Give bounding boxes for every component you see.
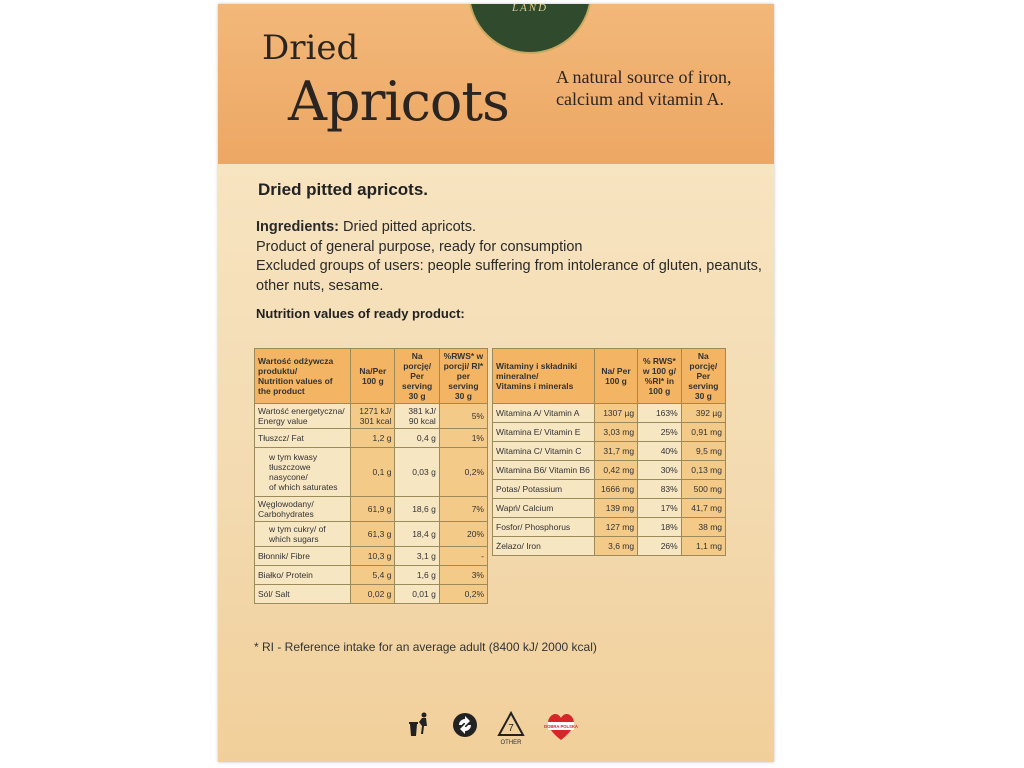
nutrition-cell-name: Sól/ Salt: [255, 585, 351, 604]
table-row: [493, 423, 726, 442]
ingredients-value: Dried pitted apricots.: [338, 219, 476, 235]
nutrition-cell-rws: 0,2%: [439, 448, 487, 497]
nutrition-cell-rws: 5%: [439, 404, 487, 429]
ingredients-block: [256, 218, 766, 296]
product-name: Dried pitted apricots.: [258, 180, 429, 199]
nutrition-cell-per100: 61,3 g: [351, 522, 395, 547]
seal-emblem: [468, 4, 592, 54]
table-row: [255, 497, 488, 522]
nutrition-cell-rws: 7%: [439, 497, 487, 522]
table-row: [255, 404, 488, 429]
vitamins-header-rws: % RWS* w 100 g/ %RI* in 100 g: [638, 349, 682, 404]
vitamins-cell-per100: 0,42 mg: [594, 461, 637, 480]
vitamins-cell-per100: 3,03 mg: [594, 423, 637, 442]
table-row: [493, 537, 726, 556]
excluded-users-line: Excluded groups of users: people suffering from intolerance of gluten, peanuts, other nuts, sesame.: [256, 258, 762, 294]
vitamins-cell-serving: 41,7 mg: [681, 499, 725, 518]
nutrition-cell-per100: 0,1 g: [351, 448, 395, 497]
vitamins-table: [492, 348, 726, 556]
nutrition-cell-name: Tłuszcz/ Fat: [255, 429, 351, 448]
nutrition-cell-name: Węglowodany/ Carbohydrates: [255, 497, 351, 522]
vitamins-cell-serving: 1,1 mg: [681, 537, 725, 556]
vitamins-cell-serving: 500 mg: [681, 480, 725, 499]
nutrition-cell-per100: 10,3 g: [351, 547, 395, 566]
nutrition-cell-name: w tym kwasy tłuszczowe nasycone/ of which saturates: [255, 448, 351, 497]
table-row: [493, 499, 726, 518]
vitamins-cell-rws: 40%: [638, 442, 682, 461]
nutrition-cell-rws: 1%: [439, 429, 487, 448]
vitamins-cell-per100: 3,6 mg: [594, 537, 637, 556]
recycle-label: OTHER: [500, 740, 522, 746]
tagline: A natural source of iron, calcium and vitamin A.: [556, 67, 732, 109]
vitamins-cell-rws: 26%: [638, 537, 682, 556]
vitamins-cell-per100: 31,7 mg: [594, 442, 637, 461]
nutrition-cell-name: Błonnik/ Fibre: [255, 547, 351, 566]
recycle-code: 7: [508, 723, 514, 734]
nutrition-cell-serving: 0,4 g: [395, 429, 439, 448]
vitamins-cell-name: Fosfor/ Phosphorus: [493, 518, 595, 537]
green-dot-icon: [450, 710, 480, 740]
nutrition-header-per100: Na/Per 100 g: [351, 349, 395, 404]
nutrition-cell-per100: 0,02 g: [351, 585, 395, 604]
dobra-logo-text: DOBRA POLSKA: [544, 724, 578, 729]
vitamins-cell-rws: 163%: [638, 404, 682, 423]
vitamins-cell-rws: 83%: [638, 480, 682, 499]
recycle-7-other-icon: [496, 710, 526, 740]
nutrition-cell-serving: 1,6 g: [395, 566, 439, 585]
vitamins-cell-name: Witamina C/ Vitamin C: [493, 442, 595, 461]
seal-text: LAND: [511, 4, 549, 14]
table-row: [493, 480, 726, 499]
nutrition-cell-name: Białko/ Protein: [255, 566, 351, 585]
table-row: [255, 585, 488, 604]
table-row: [255, 547, 488, 566]
vitamins-header-per100: Na/ Per 100 g: [594, 349, 637, 404]
vitamins-cell-name: Witamina A/ Vitamin A: [493, 404, 595, 423]
table-row: [493, 442, 726, 461]
vitamins-cell-rws: 17%: [638, 499, 682, 518]
table-row: [493, 404, 726, 423]
vitamins-cell-name: Witamina E/ Vitamin E: [493, 423, 595, 442]
nutrition-cell-name: Wartość energetyczna/ Energy value: [255, 404, 351, 429]
product-box-back: [218, 4, 774, 762]
tidyman-bin-icon: [404, 710, 434, 740]
purpose-line: Product of general purpose, ready for consumption: [256, 238, 583, 255]
vitamins-cell-rws: 25%: [638, 423, 682, 442]
title-line-1: Dried: [262, 28, 359, 68]
dobra-polska-logo: [544, 710, 578, 742]
table-row: [255, 522, 488, 547]
vitamins-cell-per100: 1666 mg: [594, 480, 637, 499]
nutrition-cell-per100: 61,9 g: [351, 497, 395, 522]
vitamins-header-name: Witaminy i składniki mineralne/ Vitamins i minerals: [493, 349, 595, 404]
vitamins-header-serving: Na porcję/ Per serving 30 g: [681, 349, 725, 404]
header-band: [218, 4, 774, 164]
nutrition-cell-serving: 3,1 g: [395, 547, 439, 566]
nutrition-header-serving: Na porcję/ Per serving 30 g: [395, 349, 439, 404]
vitamins-cell-per100: 127 mg: [594, 518, 637, 537]
nutrition-cell-serving: 0,03 g: [395, 448, 439, 497]
table-row: [255, 566, 488, 585]
nutrition-cell-rws: 0,2%: [439, 585, 487, 604]
table-row: [493, 461, 726, 480]
table-row: [255, 429, 488, 448]
nutrition-cell-serving: 18,4 g: [395, 522, 439, 547]
nutrition-cell-per100: 1,2 g: [351, 429, 395, 448]
vitamins-cell-name: Wapń/ Calcium: [493, 499, 595, 518]
vitamins-cell-serving: 0,13 mg: [681, 461, 725, 480]
nutrition-cell-serving: 18,6 g: [395, 497, 439, 522]
ingredients-line: [256, 218, 766, 238]
nutrition-cell-name: w tym cukry/ of which sugars: [255, 522, 351, 547]
vitamins-cell-serving: 38 mg: [681, 518, 725, 537]
vitamins-cell-name: Żelazo/ Iron: [493, 537, 595, 556]
nutrition-heading: Nutrition values of ready product:: [256, 306, 465, 321]
vitamins-cell-per100: 139 mg: [594, 499, 637, 518]
nutrition-cell-rws: 3%: [439, 566, 487, 585]
packaging-icons: [404, 710, 594, 750]
vitamins-cell-rws: 18%: [638, 518, 682, 537]
vitamins-cell-per100: 1307 µg: [594, 404, 637, 423]
nutrition-header-name: Wartość odżywcza produktu/ Nutrition values of the product: [255, 349, 351, 404]
nutrition-cell-serving: 381 kJ/ 90 kcal: [395, 404, 439, 429]
nutrition-cell-rws: -: [439, 547, 487, 566]
nutrition-cell-per100: 5,4 g: [351, 566, 395, 585]
table-row: [493, 518, 726, 537]
vitamins-cell-rws: 30%: [638, 461, 682, 480]
nutrition-header-rws: %RWS* w porcji/ RI* per serving 30 g: [439, 349, 487, 404]
reference-intake-footnote: * RI - Reference intake for an average adult (8400 kJ/ 2000 kcal): [254, 640, 597, 654]
title-line-2: Apricots: [288, 70, 509, 133]
nutrition-table: [254, 348, 488, 604]
ingredients-label: Ingredients:: [256, 219, 339, 235]
vitamins-cell-name: Witamina B6/ Vitamin B6: [493, 461, 595, 480]
vitamins-cell-serving: 0,91 mg: [681, 423, 725, 442]
nutrition-cell-serving: 0,01 g: [395, 585, 439, 604]
nutrition-cell-per100: 1271 kJ/ 301 kcal: [351, 404, 395, 429]
table-row: [255, 448, 488, 497]
vitamins-cell-name: Potas/ Potassium: [493, 480, 595, 499]
vitamins-cell-serving: 392 µg: [681, 404, 725, 423]
nutrition-cell-rws: 20%: [439, 522, 487, 547]
vitamins-cell-serving: 9,5 mg: [681, 442, 725, 461]
